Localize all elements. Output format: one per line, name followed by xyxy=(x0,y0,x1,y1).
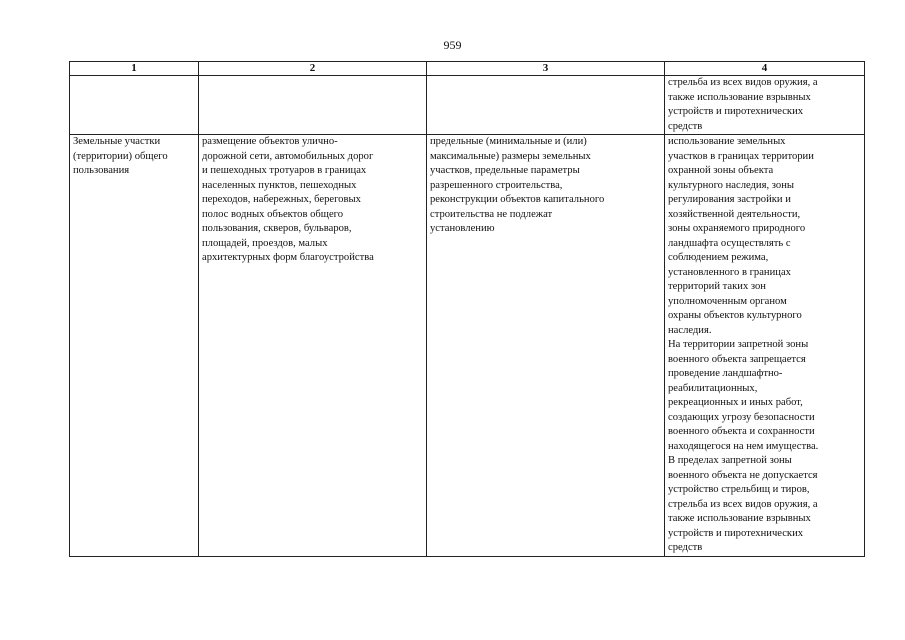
table-cell-size-limits xyxy=(427,135,665,557)
column-header-2: 2 xyxy=(199,62,427,76)
table-cell-permitted-use xyxy=(199,135,427,557)
table-cell-empty xyxy=(70,76,199,135)
column-header-3: 3 xyxy=(427,62,665,76)
table-cell-land-type xyxy=(70,135,199,557)
table-row-continuation xyxy=(70,76,865,135)
page-number: 959 xyxy=(443,38,462,52)
permitted-use-text: размещение объектов улично- дорожной сети, автомобильных дорог и пешеходных тротуаров в границах населенных пунктов, пешеходных переходов, набережных, береговых полос водных объектов общего пользования, скверов, бульваров, площадей, проездов, малых архитектурных форм благоустройства xyxy=(202,136,374,263)
restrictions-paragraph-3: В пределах запретной зоны военного объекта не допускается устройство стрельбищ и тиров, стрельба из всех видов оружия, а также использование взрывных устройств и пиротехнических средств xyxy=(668,455,818,553)
table-header-row xyxy=(70,62,865,76)
table-cell-empty xyxy=(199,76,427,135)
size-limits-text: предельные (минимальные и (или) максимальные) размеры земельных участков, предельные параметры разрешенного строительства, реконструкции объектов капитального строительства не подлежат установлению xyxy=(430,136,605,234)
land-type-text: Земельные участки (территории) общего пользования xyxy=(73,136,168,176)
table-cell-restrictions xyxy=(665,135,865,557)
table-cell-restrictions-continued xyxy=(665,76,865,135)
restrictions-paragraph-2: На территории запретной зоны военного объекта запрещается проведение ландшафтно- реабилитационных, рекреационных и иных работ, создающих угрозу безопасности военного объекта и сохранности находящегося на нем имущества. xyxy=(668,339,819,452)
column-header-4: 4 xyxy=(665,62,865,76)
restrictions-paragraph-1: использование земельных участков в границах территории охранной зоны объекта культурного наследия, зоны регулирования застройки и хозяйственной деятельности, зоны охраняемого природного ландшафта осуществлять с соблюдением режима, установленного в границах территорий таких зон уполномоченным органом охраны объектов культурного наследия. xyxy=(668,136,814,336)
land-use-table xyxy=(69,61,865,557)
restrictions-continued-text: стрельба из всех видов оружия, а также использование взрывных устройств и пиротехнических средств xyxy=(668,77,818,132)
table-row-public-land xyxy=(70,135,865,557)
table-cell-empty xyxy=(427,76,665,135)
column-header-1: 1 xyxy=(70,62,199,76)
